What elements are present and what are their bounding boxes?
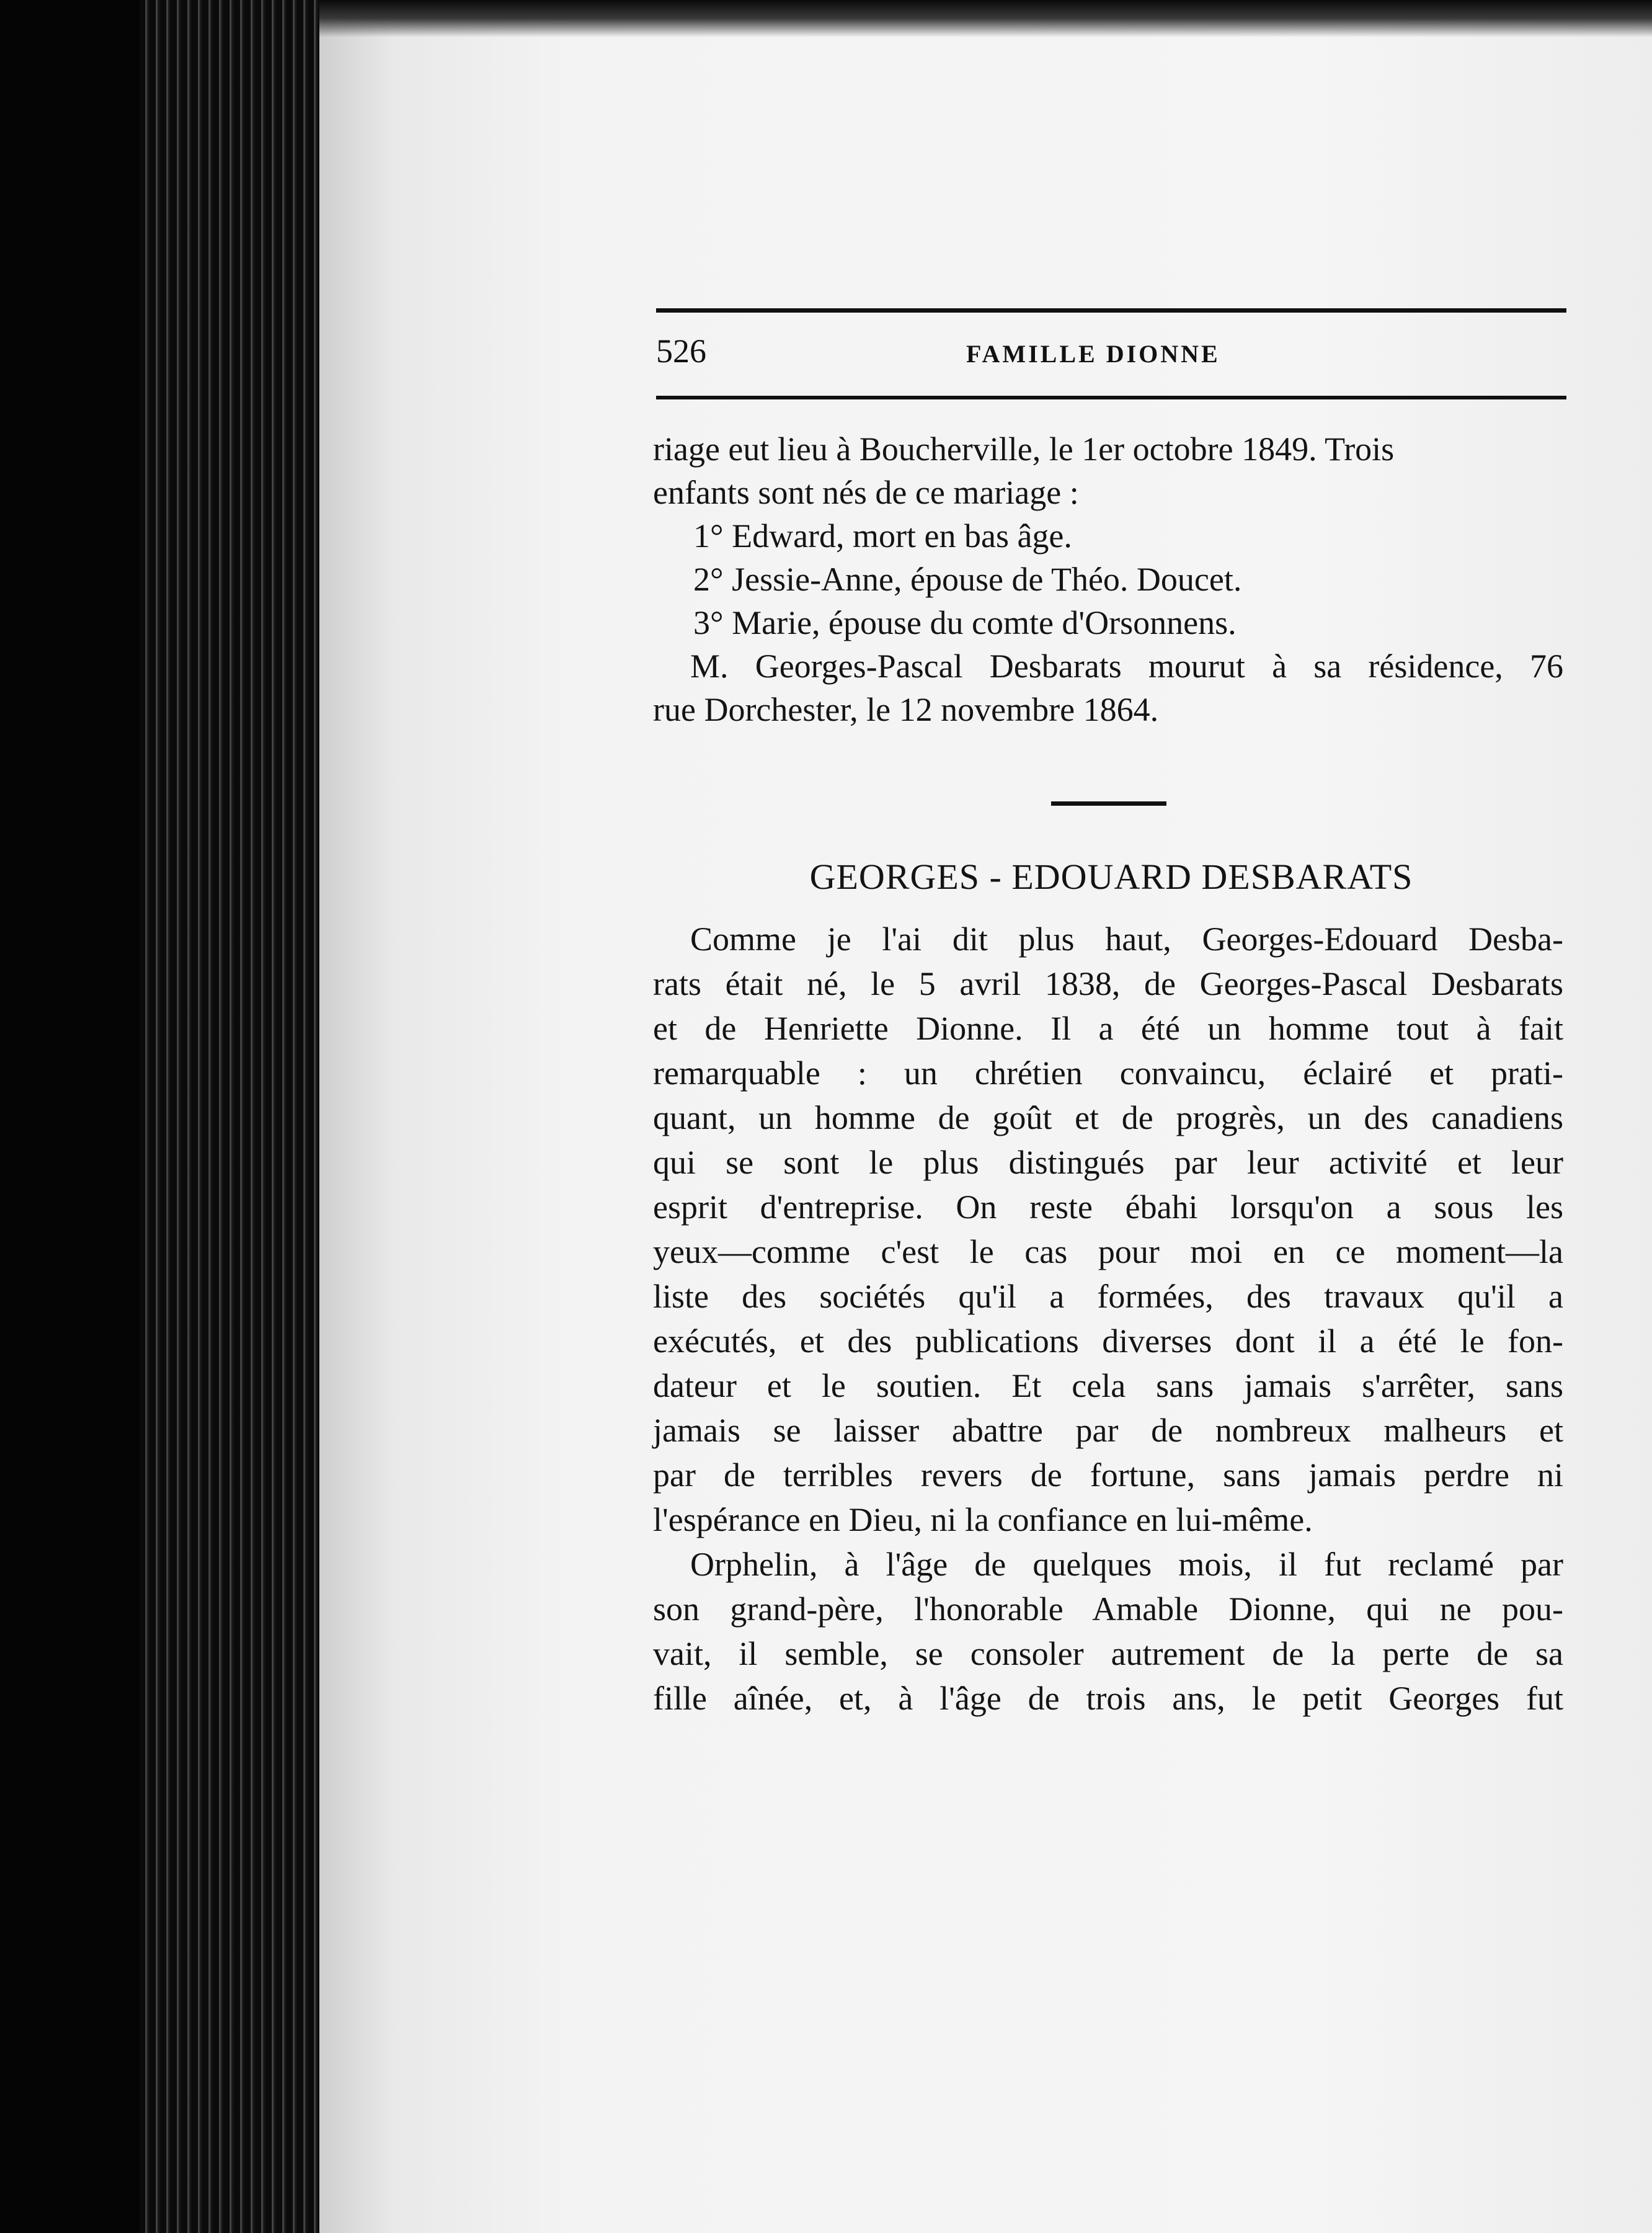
- text-line: liste des sociétés qu'il a formées, des travaux qu'il a: [653, 1278, 1563, 1315]
- running-title: FAMILLE DIONNE: [966, 340, 1220, 368]
- section-divider: [1051, 801, 1166, 806]
- text-line: Orphelin, à l'âge de quelques mois, il fut reclamé par: [690, 1546, 1563, 1583]
- text-line: exécutés, et des publications diverses dont il a été le fon-: [653, 1322, 1563, 1360]
- text-line: et de Henriette Dionne. Il a été un homme tout à fait: [653, 1010, 1563, 1047]
- text-line: riage eut lieu à Boucherville, le 1er octobre 1849. Trois: [653, 430, 1395, 468]
- header-rule-bottom: [656, 396, 1566, 399]
- section-heading: GEORGES - EDOUARD DESBARATS: [809, 857, 1413, 897]
- page-edge-stack: [140, 0, 319, 2233]
- text-line: quant, un homme de goût et de progrès, un des canadiens: [653, 1099, 1563, 1136]
- list-item: 3° Marie, épouse du comte d'Orsonnens.: [693, 604, 1237, 641]
- text-line: son grand-père, l'honorable Amable Dionne, qui ne pou-: [653, 1590, 1563, 1628]
- text-line: par de terribles revers de fortune, sans jamais perdre ni: [653, 1456, 1563, 1494]
- top-shadow: [319, 0, 1652, 37]
- text-line: rue Dorchester, le 12 novembre 1864.: [653, 691, 1159, 728]
- scanner-background: [0, 0, 140, 2233]
- text-line: vait, il semble, se consoler autrement de la perte de sa: [653, 1635, 1563, 1672]
- text-line: jamais se laisser abattre par de nombreux malheurs et: [653, 1412, 1563, 1449]
- text-line: enfants sont nés de ce mariage :: [653, 474, 1079, 511]
- text-line: yeux—comme c'est le cas pour moi en ce moment—la: [653, 1233, 1563, 1270]
- text-line: remarquable : un chrétien convaincu, éclairé et prati-: [653, 1054, 1563, 1092]
- header-rule-top: [656, 308, 1566, 313]
- list-item: 1° Edward, mort en bas âge.: [693, 517, 1072, 555]
- text-line: dateur et le soutien. Et cela sans jamais s'arrêter, sans: [653, 1367, 1563, 1404]
- text-line: fille aînée, et, à l'âge de trois ans, le petit Georges fut: [653, 1680, 1563, 1717]
- text-line: Comme je l'ai dit plus haut, Georges-Edouard Desba-: [690, 920, 1563, 958]
- page-number: 526: [656, 332, 706, 370]
- text-line: esprit d'entreprise. On reste ébahi lorsqu'on a sous les: [653, 1188, 1563, 1226]
- text-line: rats était né, le 5 avril 1838, de Georges-Pascal Desbarats: [653, 965, 1563, 1002]
- text-line: l'espérance en Dieu, ni la confiance en lui-même.: [653, 1501, 1313, 1538]
- list-item: 2° Jessie-Anne, épouse de Théo. Doucet.: [693, 561, 1242, 598]
- text-line: M. Georges-Pascal Desbarats mourut à sa résidence, 76: [690, 648, 1563, 685]
- text-line: qui se sont le plus distingués par leur activité et leur: [653, 1144, 1563, 1181]
